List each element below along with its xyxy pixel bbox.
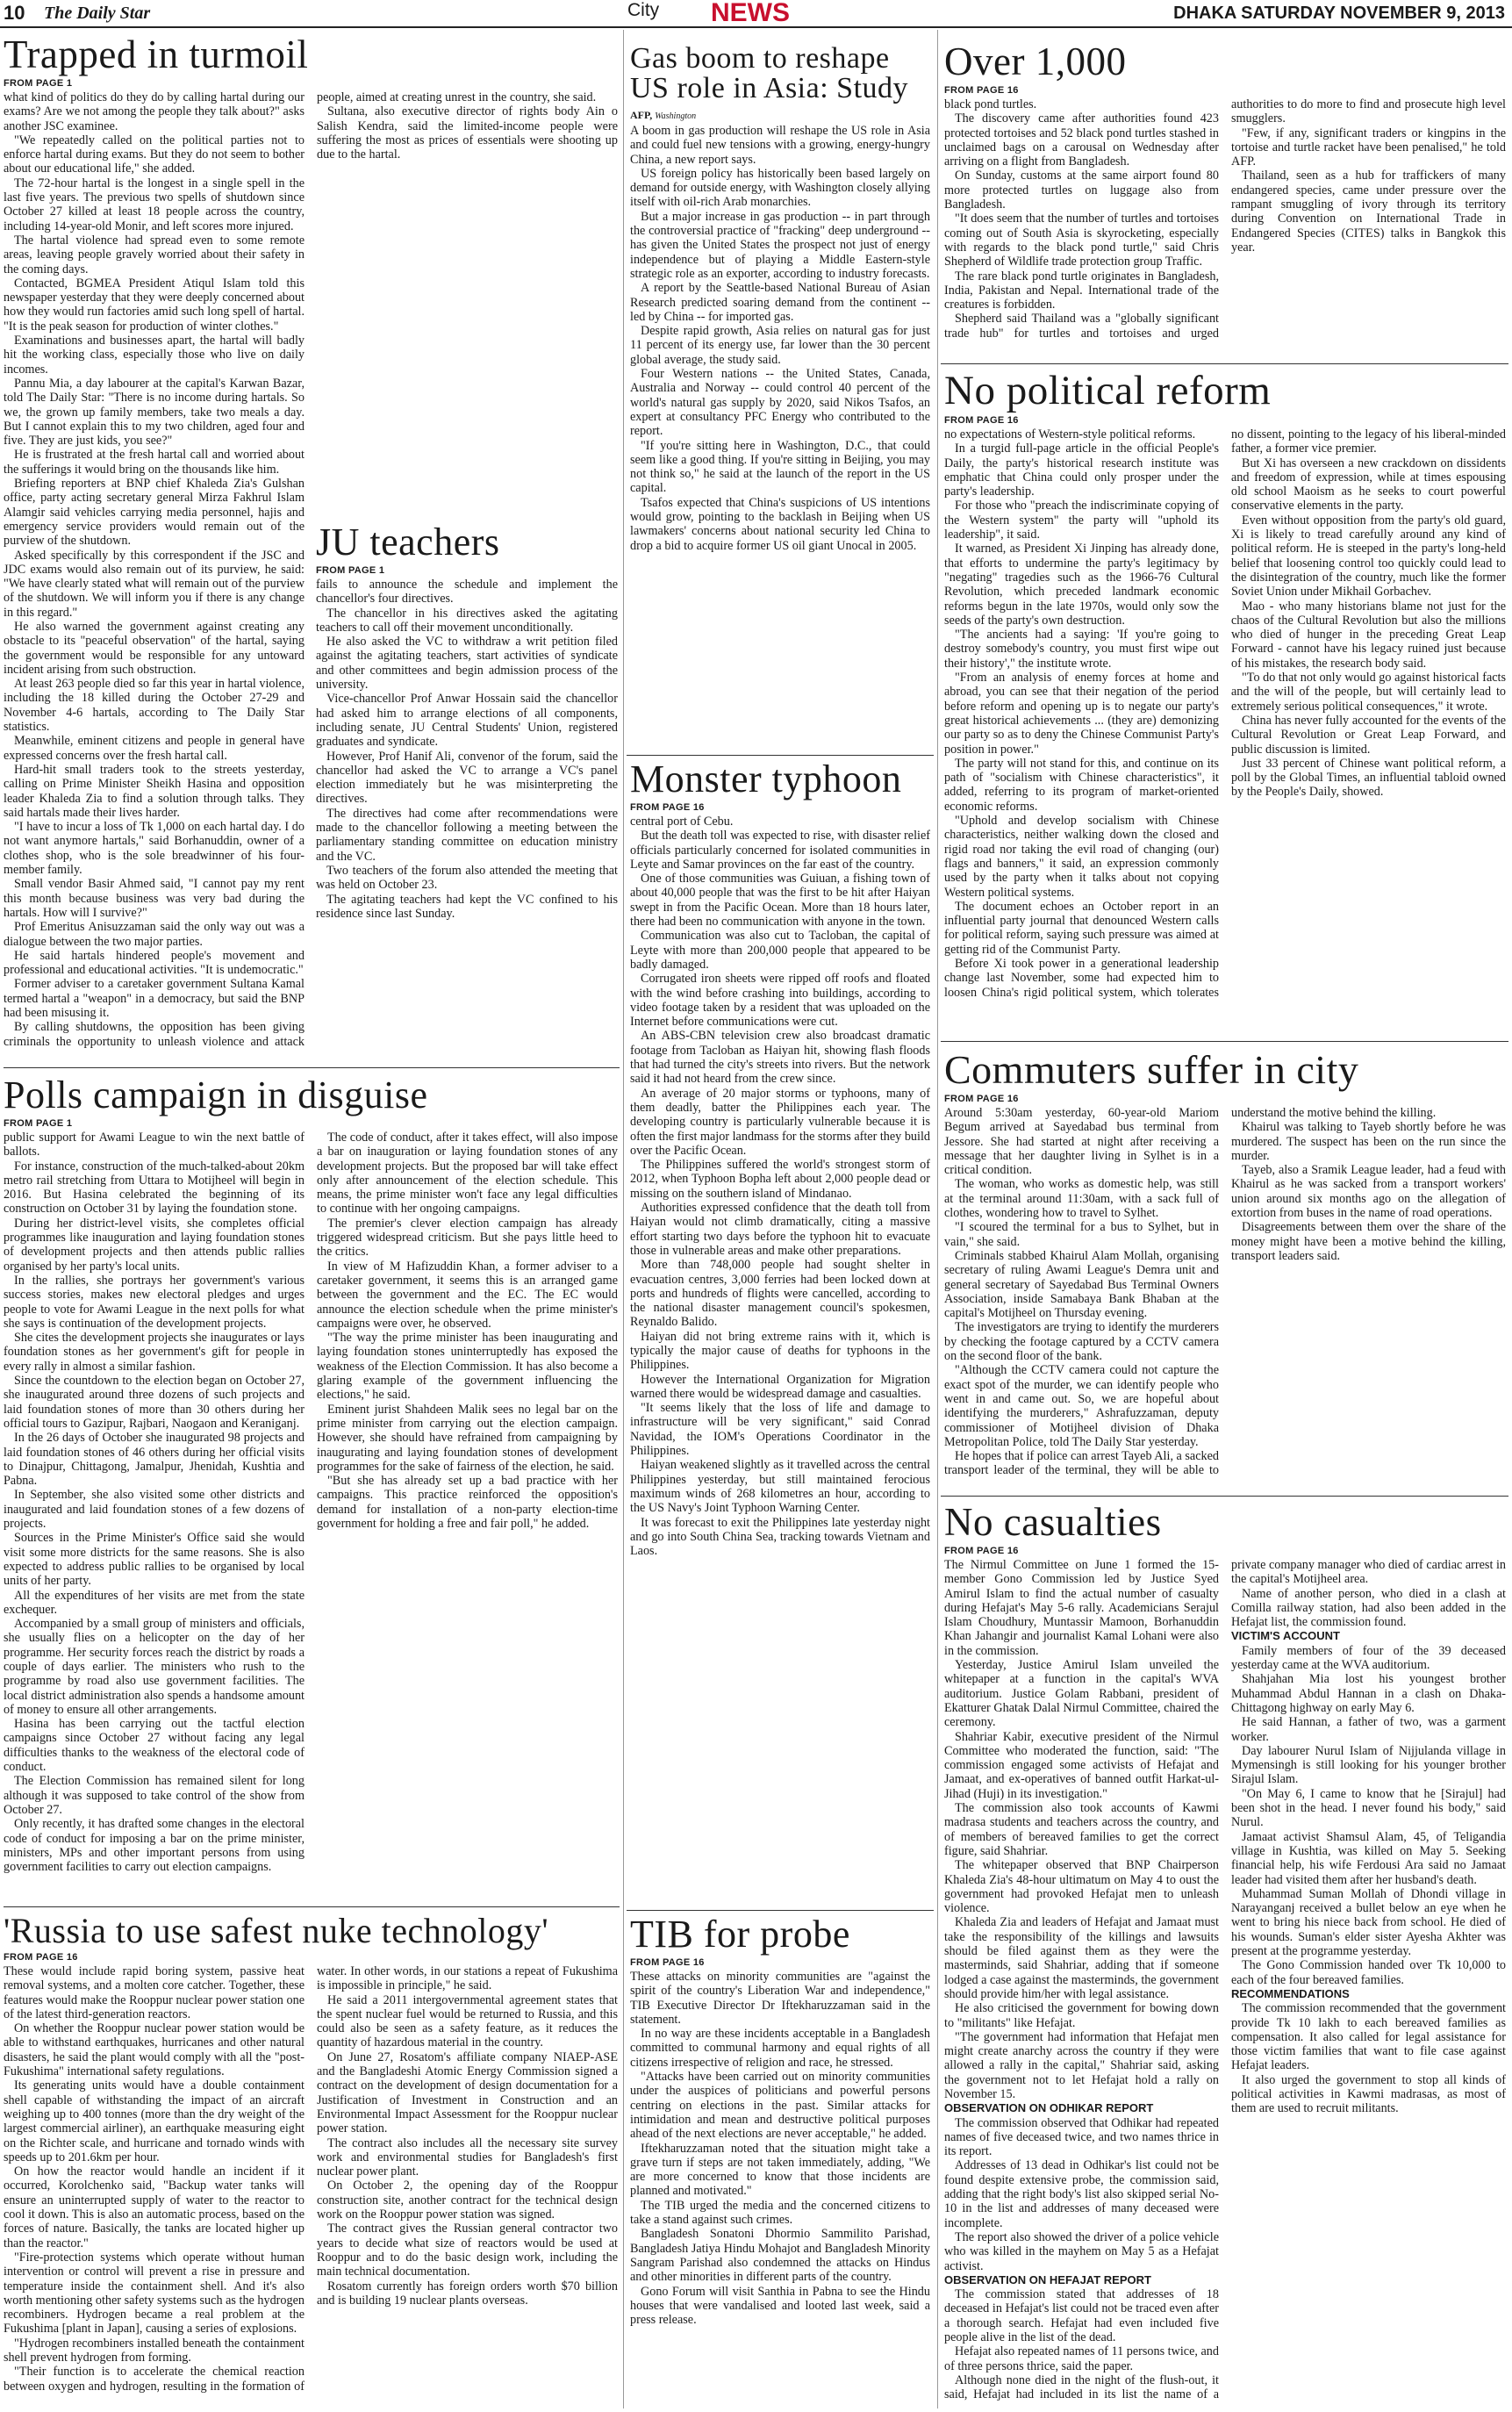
headline: JU teachers bbox=[316, 523, 500, 564]
paragraph: He is frustrated at the fresh hartal call and worried about the sufferings it would bring on the thousands like him. bbox=[4, 448, 305, 477]
paragraph: Since the countdown to the election began on October 27, she inaugurated around three dozens of such projects and laid foundation stones of more than 30 others during her official tours to Gazipur, Rajbari, Naogaon and Keraniganj. bbox=[4, 1374, 305, 1431]
paragraph: Authorities expressed confidence that the death toll from Haiyan would not climb dramatically, citing a massive effort starting two days before the typhoon hit to evacuate those in vulnerable areas and make other preparations. bbox=[630, 1201, 930, 1258]
paragraph: Yesterday, Justice Amirul Islam unveiled the whitepaper at a function in the capital's WVA auditorium. Justice Golam Rabbani, president of Ekatturer Ghatak Dalal Nirmul Committee, chaired the ceremony. bbox=[944, 1658, 1219, 1730]
paragraph: In the 26 days of October she inaugurated 98 projects and laid foundation stones of 46 others during her official visits to Dinajpur, Chittagong, Jamalpur, Jhenidah, Kushtia and Pabna. bbox=[4, 1431, 305, 1489]
paragraph: In the rallies, she portrays her government's various success stories, makes new electoral pledges and urges people to vote for Awami League in the next polls for what she says is continuation of the development projects. bbox=[4, 1273, 305, 1331]
paragraph: The TIB urged the media and the concerned citizens to take a stand against such crimes. bbox=[630, 2198, 930, 2228]
column-divider bbox=[623, 30, 624, 2408]
paragraph: On Sunday, customs at the same airport found 80 more protected turtles on luggage also from Bangladesh. bbox=[944, 169, 1219, 212]
continuation-label: FROM PAGE 1 bbox=[4, 78, 73, 89]
article-monster-typhoon bbox=[630, 760, 930, 1798]
paragraph: Its generating units would have a double containment shell capable of withstanding the impact of an aircraft weighing up to 400 tonnes (more than the dry weight of the largest commercial airliner), an earthquake measuring eight on the Richter scale, and hurricane and tornado winds with speeds up to 201.6km per hour. bbox=[4, 2078, 305, 2164]
paragraph: central port of Cebu. bbox=[630, 815, 734, 829]
paragraph: "Although the CCTV camera could not capture the exact spot of the murder, we can identify people who went in and came out. So, we are hopeful about identifying the murderers," Ashrafuzzaman, deputy commissioner of Motijheel division of Dhaka Metropolitan Police, told The Daily Star yesterday. bbox=[944, 1363, 1219, 1449]
paragraph: The 72-hour hartal is the longest in a single spell in the last five years. The previous two spells of shutdown since October 27 killed at least 18 people across the country, including 14-year-old Monir, and left scores more injured. bbox=[4, 176, 305, 233]
paragraph: The whitepaper observed that BNP Chairperson Khaleda Zia's 48-hour ultimatum on May 4 to oust the government had provoked Hefajat men to unleash violence. bbox=[944, 1858, 1219, 1916]
paragraph: Shahriar Kabir, executive president of the Nirmul Committee who moderated the function, said: "The commission engaged some activists of Hefajat and Jamaat, and ex-operatives of banned outfit Harkat-ul-Jihad (Huji) in its investigation." bbox=[944, 1729, 1219, 1801]
paragraph: "From an analysis of enemy forces at home and abroad, you can see that their negation of the period before reform and opening up is to negate our party's great historical achievements ... (they are) demonizing our party so as to deny the Chinese Communist Party's position in power." bbox=[944, 671, 1219, 757]
paragraph: These would include rapid boring system, passive heat removal systems, and a molten core catcher. Together, these features would make the Rooppur nuclear power station one of the latest third-generation reactors. bbox=[4, 1964, 305, 2021]
headline: Polls campaign in disguise bbox=[4, 1076, 428, 1116]
continuation-label: FROM PAGE 1 bbox=[316, 565, 385, 576]
paragraph: Criminals stabbed Khairul Alam Mollah, organising secretary of ruling Awami League's Demra unit and general secretary of Sayedabad Bus Terminal Owners Association, inside Samabaya Bank Bhaban at the capital's Motijheel on Thursday evening. bbox=[944, 1248, 1219, 1321]
paragraph: The commission observed that Odhikar had repeated names of five deceased twice, and two names thrice in its report. bbox=[944, 2115, 1219, 2159]
paragraph: On June 27, Rosatom's affiliate company NIAEP-ASE and the Bangladeshi Atomic Energy Commission signed a contract on the development of design documentation for a Justification of Investment in Construction and an Environmental Impact Assessment for the Rooppur nuclear power station. bbox=[317, 2049, 618, 2136]
headline: Over 1,000 bbox=[944, 42, 1127, 83]
paragraph: The contract gives the Russian general contractor two years to decide what size of reactors would be used at Rooppur and to do the basic design work, including the main technical documentation. bbox=[317, 2222, 618, 2279]
newspaper-logo: The Daily Star bbox=[44, 4, 151, 23]
paragraph: The Philippines suffered the world's strongest storm of 2012, when Typhoon Bopha left about 2,000 people dead or missing on the southern island of Mindanao. bbox=[630, 1158, 930, 1201]
paragraph: "To do that not only would go against historical facts and the will of the people, but will certainly lead to extremely serious political consequences," it wrote. bbox=[1231, 671, 1506, 714]
masthead bbox=[0, 0, 1512, 28]
continuation-label: FROM PAGE 16 bbox=[4, 1952, 78, 1963]
paragraph: The agitating teachers had kept the VC confined to his residence since last Sunday. bbox=[316, 892, 618, 921]
paragraph: The rare black pond turtle originates in Bangladesh, India, Pakistan and Nepal. International trade of the creatures is forbidden. bbox=[944, 269, 1219, 312]
paragraph: All the expenditures of her visits are met from the state exchequer. bbox=[4, 1588, 305, 1617]
paragraph: Family members of four of the 39 deceased yesterday came at the WVA auditorium. bbox=[1231, 1643, 1506, 1673]
article-body bbox=[630, 815, 930, 1558]
paragraph: He also criticised the government for bowing down to "militants" like Hefajat. bbox=[944, 2001, 1219, 2030]
paragraph: It was forecast to exit the Philippines late yesterday night and go into South China Sea, tracking towards Vietnam and Laos. bbox=[630, 1515, 930, 1559]
paragraph: Meanwhile, eminent citizens and people in general have expressed concerns over the fresh hartal call. bbox=[4, 734, 305, 763]
article-no-political-reform bbox=[944, 370, 1506, 1029]
headline: 'Russia to use safest nuke technology' bbox=[4, 1913, 549, 1950]
paragraph: "Fire-protection systems which operate without human intervention or control will prevent a rise in pressure and temperature inside the containment shell. And it's also worth mentioning other safety systems such as the hydrogen recombiners. Hydrogen became a real problem at the Fukushima [plant in Japan], causing a series of explosions. bbox=[4, 2250, 305, 2337]
paragraph: Corrugated iron sheets were ripped off roofs and floated with the wind before crashing into buildings, according to video footage taken by a resident that was uploaded on the Internet before communications were cut. bbox=[630, 972, 930, 1030]
headline: No casualties bbox=[944, 1503, 1162, 1544]
paragraph: Shepherd said Thailand was a "globally significant trade hub" for turtles and tortoises and urged authorities to do more to find and prosecute high level smugglers. bbox=[944, 97, 1506, 341]
paragraph: no expectations of Western-style political reforms. bbox=[944, 427, 1196, 441]
article-tib-probe bbox=[630, 1915, 930, 2407]
paragraph: However the International Organization for Migration warned there would be widespread damage and casualties. bbox=[630, 1372, 930, 1401]
paragraph: "Attacks have been carried out on minority communities under the auspices of politicians and powerful persons centring on elections in the past. Similar attacks for intimidation and mean and destructive political purposes ahead of the next elections are never acceptable," he added. bbox=[630, 2070, 930, 2142]
paragraph: On how the reactor would handle an incident if it occurred, Korolchenko said, "Backup water tanks will ensure an uninterrupted supply of water to the reactor to cool it down. This is also an automatic process, based on the forces of nature. Basically, the tanks are located higher up than the reactor." bbox=[4, 2164, 305, 2250]
paragraph: Contacted, BGMEA President Atiqul Islam told this newspaper yesterday that they were deeply concerned about how they would run factories amid such long spell of hartal. "It is the peak season for production of winter clothes." bbox=[4, 276, 305, 334]
paragraph: For instance, construction of the much-talked-about 20km metro rail stretching from Uttara to Motijheel will begin in 2016. But Hasina celebrated the beginning of its construction on October 31 by laying the foundation stone. bbox=[4, 1159, 305, 1217]
paragraph: Iftekharuzzaman noted that the situation might take a grave turn if steps are not taken immediately, adding, "We are more concerned to know that those incidents are planned and motivated." bbox=[630, 2141, 930, 2199]
paragraph: public support for Awami League to win the next battle of ballots. bbox=[4, 1131, 305, 1159]
article-commuters-suffer bbox=[944, 1050, 1506, 1490]
paragraph: "We repeatedly called on the political parties not to enforce hartal during exams. But they do not seem to bother about our educational life," she added. bbox=[4, 133, 305, 176]
paragraph: Hefajat also repeated names of 11 persons twice, and of three persons thrice, said the paper. bbox=[944, 2344, 1219, 2373]
subheading: VICTIM'S ACCOUNT bbox=[1231, 1629, 1340, 1643]
paragraph: Four Western nations -- the United States, Canada, Australia and Norway -- could control 40 percent of the world's natural gas supply by 2020, said Nikos Tsafos, an expert at consultancy PFC Energy who contributed to the report. bbox=[630, 367, 930, 439]
subheading: OBSERVATION ON ODHIKAR REPORT bbox=[944, 2101, 1154, 2115]
headline: Monster typhoon bbox=[630, 760, 902, 800]
paragraph: "But she has already set up a bad practice with her campaigns. This practice reinforced the opposition's demand for installation of a non-party election-time government for holding a free and fair poll," he added. bbox=[317, 1474, 618, 1532]
paragraph: "The ancients had a saying: 'If you're going to destroy somebody's country, you must first wipe out their history'," the institute wrote. bbox=[944, 628, 1219, 671]
paragraph: An ABS-CBN television crew also broadcast dramatic footage from Tacloban as Haiyan hit, showing flash floods that had turned the city's streets into rivers. But the network said it had not heard from the crew since. bbox=[630, 1029, 930, 1087]
paragraph: It warned, as President Xi Jinping has already done, that efforts to undermine the party's legitimacy by "negating" tragedies such as the 1966-76 Cultural Revolution, which preceded landmark economic reforms begun in the late 1970s, would only sow the seeds of the party's own destruction. bbox=[944, 542, 1219, 628]
section-divider bbox=[4, 1067, 620, 1068]
section-label-news: NEWS bbox=[711, 0, 790, 27]
section-divider bbox=[627, 1910, 934, 1911]
paragraph: The Nirmul Committee on June 1 formed the 15-member Gono Commission led by Justice Syed Amirul Islam to find the actual number of casualty during Hefajat's May 5-6 rally. Academicians Serajul Islam Choudhury, Muntassir Mamoon, Borhanuddin Khan Jahangir and journalist Kamal Lohani were also in the commission. bbox=[944, 1558, 1219, 1658]
continuation-label: FROM PAGE 1 bbox=[4, 1118, 73, 1129]
paragraph: The code of conduct, after it takes effect, will also impose a bar on inauguration or laying foundation stones of any development projects. But the proposed bar will take effect only after announcement of the election schedule. This means, the prime minister won't face any legal difficulties to continue with her ongoing campaigns. bbox=[317, 1131, 618, 1217]
headline: TIB for probe bbox=[630, 1915, 850, 1956]
dateline: DHAKA SATURDAY NOVEMBER 9, 2013 bbox=[1173, 4, 1505, 23]
section-divider bbox=[4, 1906, 620, 1907]
section-divider bbox=[941, 1496, 1508, 1497]
paragraph: Prof Emeritus Anisuzzaman said the only way out was a dialogue between the two major parties. bbox=[4, 920, 305, 949]
column-divider bbox=[937, 30, 938, 2408]
article-body bbox=[630, 124, 930, 553]
paragraph: In September, she also visited some other districts and inaugurated and laid foundation stones of a few dozens of projects. bbox=[4, 1488, 305, 1532]
paragraph: Before Xi took power in a generational leadership change last November, some had expected him to loosen China's rigid political system, which tolerates no dissent, pointing to the legacy of his liberal-minded father, a former vice premier. bbox=[944, 427, 1506, 1000]
paragraph: One of those communities was Guiuan, a fishing town of about 40,000 people that was the first to be hit after Haiyan swept in from the Pacific Ocean. More than 18 hours later, there had been no communication with anyone in the town. bbox=[630, 872, 930, 930]
paragraph: These attacks on minority communities are "against the spirit of the country's Liberation War and independence," TIB Executive Director Dr Iftekharuzzaman said in the statement. bbox=[630, 1970, 930, 2027]
paragraph: Khaleda Zia and leaders of Hefajat and Jamaat must take the responsibility of the killings and lawsuits should be filed against them as they were the masterminds, said Shahriar, adding that if someone lodged a case against the masterminds, the government should provide him/her with legal assistance. bbox=[944, 1915, 1219, 2001]
section-divider bbox=[941, 363, 1508, 364]
paragraph: "It does seem that the number of turtles and tortoises coming out of South Asia is skyrocketing, especially with regards to the black pond turtle," said Chris Shepherd of Wildlife trade protection group Traffic. bbox=[944, 212, 1219, 269]
paragraph: During her district-level visits, she completes official programmes like inauguration and laying foundation stones of development projects and then attends public rallies organised by her party's local units. bbox=[4, 1216, 305, 1274]
paragraph: Thailand, seen as a hub for traffickers of many endangered species, came under pressure over the rampant smuggling of ivory through its territory during Convention on International Trade in Endangered Species (CITES) talks in Bangkok this year. bbox=[1231, 169, 1506, 255]
paragraph: Around 5:30am yesterday, 60-year-old Mariom Begum arrived at Sayedabad bus terminal from Jessore. She had started at night after receiving a message that her daughter living in Sylhet is in a critical condition. bbox=[944, 1106, 1219, 1178]
paragraph: "Uphold and develop socialism with Chinese characteristics, neither walking down the closed and rigid road nor taking the evil road of changing (our) flags and banners," it said, an expression commonly used by the party when it talks about not copying Western political systems. bbox=[944, 814, 1219, 900]
paragraph: Bangladesh Sonatoni Dhormio Sammilito Parishad, Bangladesh Jatiya Hindu Mohajot and Bangladesh Minority Sangram Parishad also condemned the attacks on Hindus and other minorities in different parts of the country. bbox=[630, 2227, 930, 2285]
article-body bbox=[944, 97, 1506, 354]
paragraph: "If you're sitting here in Washington, D.C., that could seem like a good thing. If you're sitting in Beijing, you may not think so," he said at the launch of the report in the US capital. bbox=[630, 438, 930, 496]
paragraph: The Gono Commission handed over Tk 10,000 to each of the four bereaved families. bbox=[1231, 1958, 1506, 1987]
paragraph: Only recently, it has drafted some changes in the electoral code of conduct for imposing a bar on the prime minister, ministers, MPs and other important persons from using government facilities to carry out election campaigns. bbox=[4, 1817, 305, 1875]
paragraph: Although none died in the night of the flush-out, it said, Hefajat had included in its list the name of a private company manager who died of cardiac arrest in the capital's Motijheel area. bbox=[944, 1558, 1506, 2402]
subheading: OBSERVATION ON HEFAJAT REPORT bbox=[944, 2272, 1151, 2286]
paragraph: She cites the development projects she inaugurates or lays foundation stones as her government's gift for people in every rally in almost a similar fashion. bbox=[4, 1331, 305, 1374]
paragraph: In a turgid full-page article in the official People's Daily, the party's historical research institute was emphatic that China could only prosper under the party's leadership. bbox=[944, 441, 1219, 499]
paragraph: Tsafos expected that China's suspicions of US intentions would grow, pointing to the backlash in Beijing when US lawmakers' concerns about national security led China to drop a bid to acquire former US oil giant Unocal in 2005. bbox=[630, 495, 930, 553]
headline: Gas boom to reshape US role in Asia: Study bbox=[630, 44, 909, 104]
paragraph: The commission also took accounts of Kawmi madrasa students and teachers across the country, and of members of bereaved families to get the correct figure, said Shahriar. bbox=[944, 1801, 1219, 1858]
paragraph: On whether the Rooppur nuclear power station would be able to withstand earthquakes, hurricanes and other natural disasters, he said the plant would comply with all the "post-Fukushima" international safety regulations. bbox=[4, 2021, 305, 2079]
article-over-1000 bbox=[944, 42, 1506, 358]
paragraph: The commission stated that addresses of 18 deceased in Hefajat's list could not be traced even after a thorough search. Hefajat had even included five people alive in the list of the dead. bbox=[944, 2287, 1219, 2345]
paragraph: black pond turtles. bbox=[944, 97, 1037, 111]
paragraph: Khairul was talking to Tayeb shortly before he was murdered. The suspect has been on the run since the murder. bbox=[1231, 1120, 1506, 1163]
article-body bbox=[944, 1106, 1506, 1487]
paragraph: In view of M Hafizuddin Khan, a former adviser to a caretaker government, it seems this is an arranged game between the government and the EC. The EC would announce the election schedule when the prime minister's campaigns were over, he observed. bbox=[317, 1259, 618, 1331]
paragraph: "I scoured the terminal for a bus to Sylhet, but in vain," she said. bbox=[944, 1220, 1219, 1249]
paragraph: But Xi has overseen a new crackdown on dissidents and freedom of expression, while at times espousing old school Maoism as he seeks to court powerful conservative elements in the party. bbox=[1231, 456, 1506, 513]
article-polls-campaign bbox=[4, 1076, 618, 1901]
paragraph: Sultana, also executive director of rights body Ain o Salish Kendra, said the limited-income people were suffering the most as prices of essentials were shooting up due to the hartal. bbox=[317, 104, 618, 162]
paragraph: The commission recommended that the government provide Tk 10 lakh to each bereaved families as compensation. It also called for legal assistance for those victim families that want to file case against Hefajat leaders. bbox=[1231, 2001, 1506, 2073]
paragraph: Gono Forum will visit Santhia in Pabna to see the Hindu houses that were vandalised and looted last week, said a press release. bbox=[630, 2284, 930, 2328]
article-russia-nuke bbox=[4, 1913, 618, 2407]
paragraph: Disagreements between them over the share of the money might have been a motive behind the killing, transport leaders said. bbox=[1231, 1220, 1506, 1263]
section-divider bbox=[627, 755, 934, 756]
article-no-casualties bbox=[944, 1503, 1506, 2407]
paragraph: Just 33 percent of Chinese want political reform, a poll by the Global Times, an influential tabloid owned by the People's Daily, showed. bbox=[1231, 756, 1506, 800]
paragraph: Accompanied by a small group of ministers and officials, she usually flies on a helicopter on the day of her programme. Her security forces reach the district by roads a couple of days earlier. The ministers who rush to the programme by road also use government facilities. The local district administration also spends a handsome amount of money to ensure all other arrangements. bbox=[4, 1617, 305, 1717]
subheading: RECOMMENDATIONS bbox=[1231, 1986, 1350, 2000]
page-number: 10 bbox=[4, 2, 25, 24]
byline-place: Washington bbox=[655, 111, 697, 121]
headline: No political reform bbox=[944, 370, 1272, 413]
continuation-label: FROM PAGE 16 bbox=[944, 415, 1019, 426]
continuation-label: FROM PAGE 16 bbox=[944, 1546, 1019, 1556]
article-body bbox=[944, 427, 1506, 1024]
paragraph: Day labourer Nurul Islam of Nijjulanda village in Mymensingh is still looking for his younger brother Sirajul Islam. bbox=[1231, 1743, 1506, 1787]
article-body bbox=[630, 1970, 930, 2327]
paragraph: Pannu Mia, a day labourer at the capital's Karwan Bazar, told The Daily Star: "There is no income during hartals. So we, the grown up family members, take two meals a day. But I cannot explain this to my two children, aged four and five. They are just kids, you see?" bbox=[4, 376, 305, 449]
paragraph: Jamaat activist Shamsul Alam, 45, of Teligandia village in Kushtia, was killed on May 5. Seeking financial help, his wife Ferdousi Ara said no Jamaat leader had visited them after her husband's death. bbox=[1231, 1829, 1506, 1887]
continuation-label: FROM PAGE 16 bbox=[630, 1957, 705, 1968]
paragraph: Examinations and businesses apart, the hartal will badly hit the working class, especially those who live on daily incomes. bbox=[4, 334, 305, 377]
paragraph: However, Prof Hanif Ali, convenor of the forum, said the chancellor had asked the VC to arrange a VC's panel election immediately but he was misinterpreting the directives. bbox=[316, 749, 618, 807]
paragraph: "The way the prime minister has been inaugurating and laying foundation stones uninterruptedly has exposed the weakness of the Election Commission. It has also become a glaring example of the government influencing the elections," he said. bbox=[317, 1331, 618, 1403]
byline bbox=[630, 109, 930, 122]
paragraph: The report also showed the driver of a police vehicle who was killed in the mayhem on May 5 as a Hefajat activist. bbox=[944, 2229, 1219, 2273]
continuation-label: FROM PAGE 16 bbox=[944, 1094, 1019, 1104]
paragraph: Mao - who many historians blame not just for the chaos of the Cultural Revolution but also the millions who died of hunger in the preceding Great Leap Forward - cannot have his legacy ruined just because of his mistakes, the research body said. bbox=[1231, 599, 1506, 671]
paragraph: fails to announce the schedule and implement the chancellor's four directives. bbox=[316, 578, 618, 607]
paragraph: Hard-hit small traders took to the streets yesterday, calling on Prime Minister Sheikh Hasina and opposition leader Khaleda Zia to find a solution through talks. They said hartals made their lives harder. bbox=[4, 762, 305, 820]
paragraph: Shahjahan Mia lost his youngest brother Muhammad Abdul Hannan in a clash on Dhaka-Chittagong highway on early May 6. bbox=[1231, 1672, 1506, 1715]
paragraph: Rosatom currently has foreign orders worth $70 billion and is building 19 nuclear plants overseas. bbox=[317, 2279, 618, 2308]
paragraph: By calling shutdowns, the opposition has been giving criminals the opportunity to unleash violence and attack people, aimed at creating unrest in the country, she said. bbox=[4, 90, 597, 1049]
paragraph: It also urged the government to stop all kinds of political activities in Kawmi madrasas, as most of them are used to recruit militants. bbox=[1231, 2072, 1506, 2116]
article-body bbox=[316, 578, 618, 921]
article-ju-teachers bbox=[316, 523, 618, 1060]
paragraph: He said Hannan, a father of two, was a garment worker. bbox=[1231, 1715, 1506, 1744]
paragraph: More than 748,000 people had sought shelter in evacuation centres, 3,000 ferries had been locked down at ports and hundreds of flights were cancelled, according to the national disaster management council's spokesmen, Reynaldo Balido. bbox=[630, 1258, 930, 1330]
headline: Commuters suffer in city bbox=[944, 1050, 1359, 1092]
article-body bbox=[4, 1131, 618, 1896]
paragraph: Tayeb, also a Sramik League leader, had a feud with Khairul as he was sacked from a transport workers' union around six months ago on the allegation of extortion from buses in the name of road operations. bbox=[1231, 1163, 1506, 1221]
article-gas-boom bbox=[630, 44, 930, 757]
paragraph: Haiyan weakened slightly as it travelled across the central Philippines yesterday, but still maintained ferocious maximum winds of 268 kilometres an hour, according to the US Navy's Joint Typhoon Warning Center. bbox=[630, 1458, 930, 1516]
paragraph: "Hydrogen recombiners installed beneath the containment shell prevent hydrogen from forming. bbox=[4, 2336, 305, 2365]
paragraph: The hartal violence had spread even to some remote areas, leaving people gravely worried about their safety in the coming days. bbox=[4, 233, 305, 276]
paragraph: The woman, who works as domestic help, was still at the terminal around 11:30am, with a sack full of clothes, wondering how to travel to Sylhet. bbox=[944, 1177, 1219, 1221]
paragraph: Addresses of 13 dead in Odhikar's list could not be found despite extensive probe, the commission said, adding that the right body's list also skipped serial No-10 in the list and addresses of many deceased were incomplete. bbox=[944, 2158, 1219, 2230]
paragraph: Small vendor Basir Ahmed said, "I cannot pay my rent this month because business was very bad during the hartals. How will I survive?" bbox=[4, 877, 305, 920]
paragraph: Communication was also cut to Tacloban, the capital of Leyte with more than 200,000 people that appeared to be badly damaged. bbox=[630, 929, 930, 972]
paragraph: For those who "preach the indiscriminate copying of the Western system" the party will "uphold its leadership", it said. bbox=[944, 499, 1219, 542]
paragraph: "Their function is to accelerate the chemical reaction between oxygen and hydrogen, resulting in the formation of water. In other words, in our stations a repeat of Fukushima is impossible in principle," he said. bbox=[4, 1964, 618, 2394]
paragraph: Muhammad Suman Mollah of Dhondi village in Narayanganj received a bullet below an eye when he went to bring his niece back from school. He died of his wounds. Suman's elder sister Ayesha Akhter was present at the programme yesterday. bbox=[1231, 1886, 1506, 1959]
paragraph: A boom in gas production will reshape the US role in Asia and could fuel new tensions with a growing, energy-hungry China, a new report says. bbox=[630, 124, 930, 167]
paragraph: At least 263 people died so far this year in hartal violence, including the 18 killed during the October 27-29 and November 4-6 hartals, according to The Daily Star statistics. bbox=[4, 677, 305, 735]
paragraph: Vice-chancellor Prof Anwar Hossain said the chancellor had asked him to arrange elections of all components, including senate, JU Central Students' Union, registered graduates and syndicate. bbox=[316, 692, 618, 750]
section-divider bbox=[941, 1041, 1508, 1042]
paragraph: China has never fully accounted for the events of the Cultural Revolution or Great Leap Forward, and public discussion is limited. bbox=[1231, 713, 1506, 757]
paragraph: The discovery came after authorities found 423 protected tortoises and 52 black pond turtles stashed in unclaimed bags on a carousal on Wednesday after arriving on a flight from Bangladesh. bbox=[944, 111, 1219, 169]
paragraph: But a major increase in gas production -- in part through the controversial practice of "fracking" deep underground -- has given the United States the prospect not just of energy independence but of playing a Middle Eastern-style strategic role as an exporter, according to industry forecasts. bbox=[630, 209, 930, 281]
paragraph: The premier's clever election campaign has already triggered widespread criticism. But she pays little heed to the critics. bbox=[317, 1216, 618, 1260]
paragraph: "I have to incur a loss of Tk 1,000 on each hartal day. I do not want anymore hartals," said Borhanuddin, owner of a clothes shop, who is the sole breadwinner of his four-member family. bbox=[4, 820, 305, 878]
paragraph: He also asked the VC to withdraw a writ petition filed against the agitating teachers, start activities of syndicate and other committees and begin admission process of the university. bbox=[316, 635, 618, 693]
paragraph: The document echoes an October report in an influential party journal that denounced Western calls for political reform, saying such pressure was aimed at getting rid of the Communist Party. bbox=[944, 899, 1219, 957]
paragraph: "On May 6, I came to know that he [Sirajul] had been shot in the head. I never found his body," said Nurul. bbox=[1231, 1786, 1506, 1830]
paragraph: On October 2, the opening day of the Rooppur construction site, another contract for the technical design work on the Rooppur power station was signed. bbox=[317, 2179, 618, 2222]
article-body bbox=[4, 1964, 618, 2403]
paragraph: Former adviser to a caretaker government Sultana Kamal termed hartal a "weapon" in a democracy, but said the BNP had been misusing it. bbox=[4, 977, 305, 1020]
paragraph: The contract also includes all the necessary site survey work and environmental studies for Bangladesh's first nuclear power plant. bbox=[317, 2136, 618, 2179]
paragraph: The party will not stand for this, and continue on its path of "socialism with Chinese characteristics", it added, referring to its program of market-oriented economic reforms. bbox=[944, 756, 1219, 814]
headline: Trapped in turmoil bbox=[4, 35, 309, 76]
paragraph: He said a 2011 intergovernmental agreement states that the spent nuclear fuel would be returned to Russia, and this could also be seen as a safety feature, as it reduces the quantity of hazardous material in the country. bbox=[317, 1992, 618, 2050]
paragraph: Even without opposition from the party's old guard, Xi is likely to tread carefully around any kind of political reform. He is steeped in the party's long-held belief that loosening control too quickly could lead to the disintegration of the country, much like the former Soviet Union under Mikhail Gorbachev. bbox=[1231, 513, 1506, 599]
paragraph: The chancellor in his directives asked the agitating teachers to call off their movement unconditionally. bbox=[316, 606, 618, 635]
section-label-city: City bbox=[627, 0, 660, 20]
paragraph: Eminent jurist Shahdeen Malik sees no legal bar on the prime minister from carrying out the election campaign. However, she should have refrained from campaigning by inaugurating and laying foundation stones of development programmes for the sake of fairness of the election, he said. bbox=[317, 1402, 618, 1474]
paragraph: US foreign policy has historically been based largely on demand for outside energy, with Washington closely allying itself with oil-rich Arab monarchies. bbox=[630, 166, 930, 210]
paragraph: Two teachers of the forum also attended the meeting that was held on October 23. bbox=[316, 863, 618, 893]
paragraph: The directives had come after recommendations were made to the chancellor following a meeting between the parliamentary standing committee on education ministry and the VC. bbox=[316, 806, 618, 864]
paragraph: "The government had information that Hefajat men might create anarchy across the country if they were allowed a rally in the capital," Shahriar said, asking the government not to let Hefajat hold a rally on November 15. bbox=[944, 2029, 1219, 2101]
paragraph: Haiyan did not bring extreme rains with it, which is typically the major cause of deaths for typhoons in the Philippines. bbox=[630, 1329, 930, 1373]
paragraph: "It seems likely that the loss of life and damage to infrastructure will be very significant," said Conrad Navidad, the IOM's Operations Coordinator in the Philippines. bbox=[630, 1401, 930, 1459]
paragraph: Sources in the Prime Minister's Office said she would visit some more districts for the same reasons. She is also expected to address public rallies to be organised by local units of her party. bbox=[4, 1531, 305, 1589]
paragraph: He said hartals hindered people's movement and professional and educational activities. "It is undemocratic." bbox=[4, 948, 305, 978]
paragraph: Asked specifically by this correspondent if the JSC and JDC exams would also remain out of its purview, he said: "We have clearly stated what will remain out of the purview of the shutdown. We will inform you if there is any change in this regard." bbox=[4, 548, 305, 620]
paragraph: A report by the Seattle-based National Bureau of Asian Research predicted soaring demand from the continent -- led by China -- for imported gas. bbox=[630, 281, 930, 324]
paragraph: He also warned the government against creating any obstacle to its "peaceful observation" of the hartal, saying the government would be responsible for any untoward incident arising from such obstruction. bbox=[4, 619, 305, 677]
paragraph: The Election Commission has remained silent for long although it was supposed to take control of the show from October 27. bbox=[4, 1774, 305, 1817]
paragraph: what kind of politics do they do by calling hartal during our exams? Are we not among the people they talk about?" asks another JSC examinee. bbox=[4, 90, 305, 133]
byline-agency: AFP, bbox=[630, 109, 653, 121]
paragraph: Despite rapid growth, Asia relies on natural gas for just 11 percent of its energy use, far lower than the 30 percent global average, the study said. bbox=[630, 324, 930, 367]
paragraph: He hopes that if police can arrest Tayeb Ali, a sacked transport leader of the terminal, they will be able to understand the motive behind the killing. bbox=[944, 1106, 1437, 1478]
paragraph: Briefing reporters at BNP chief Khaleda Zia's Gulshan office, party acting secretary general Mirza Fakhrul Islam Alamgir said vehicles carrying media personnel, hajis and emergency service providers would remain out of the purview of the shutdown. bbox=[4, 477, 305, 549]
paragraph: Hasina has been carrying out the tactful election campaigns since October 27 without facing any legal difficulties thanks to the weakness of the electoral code of conduct. bbox=[4, 1717, 305, 1775]
paragraph: In no way are these incidents acceptable in a Bangladesh committed to communal harmony and equal rights of all citizens irrespective of religion and race, he stressed. bbox=[630, 2027, 930, 2070]
article-body bbox=[944, 1558, 1506, 2404]
continuation-label: FROM PAGE 16 bbox=[944, 85, 1019, 96]
paragraph: But the death toll was expected to rise, with disaster relief officials particularly concerned for isolated communities in Leyte and Samar provinces on the far east of the country. bbox=[630, 829, 930, 872]
paragraph: Name of another person, who died in a clash at Comilla railway station, had also been added in the Hefajat list, the commission found. bbox=[1231, 1586, 1506, 1630]
paragraph: An average of 20 major storms or typhoons, many of them deadly, batter the Philippines each year. The developing country is particularly vulnerable because it is often the first major landmass for the storms after they build over the Pacific Ocean. bbox=[630, 1086, 930, 1158]
paragraph: "Few, if any, significant traders or kingpins in the tortoise and turtle racket have been penalised," he told AFP. bbox=[1231, 126, 1506, 169]
continuation-label: FROM PAGE 16 bbox=[630, 802, 705, 813]
paragraph: The investigators are trying to identify the murderers by checking the footage captured by a CCTV camera on the second floor of the bank. bbox=[944, 1320, 1219, 1364]
